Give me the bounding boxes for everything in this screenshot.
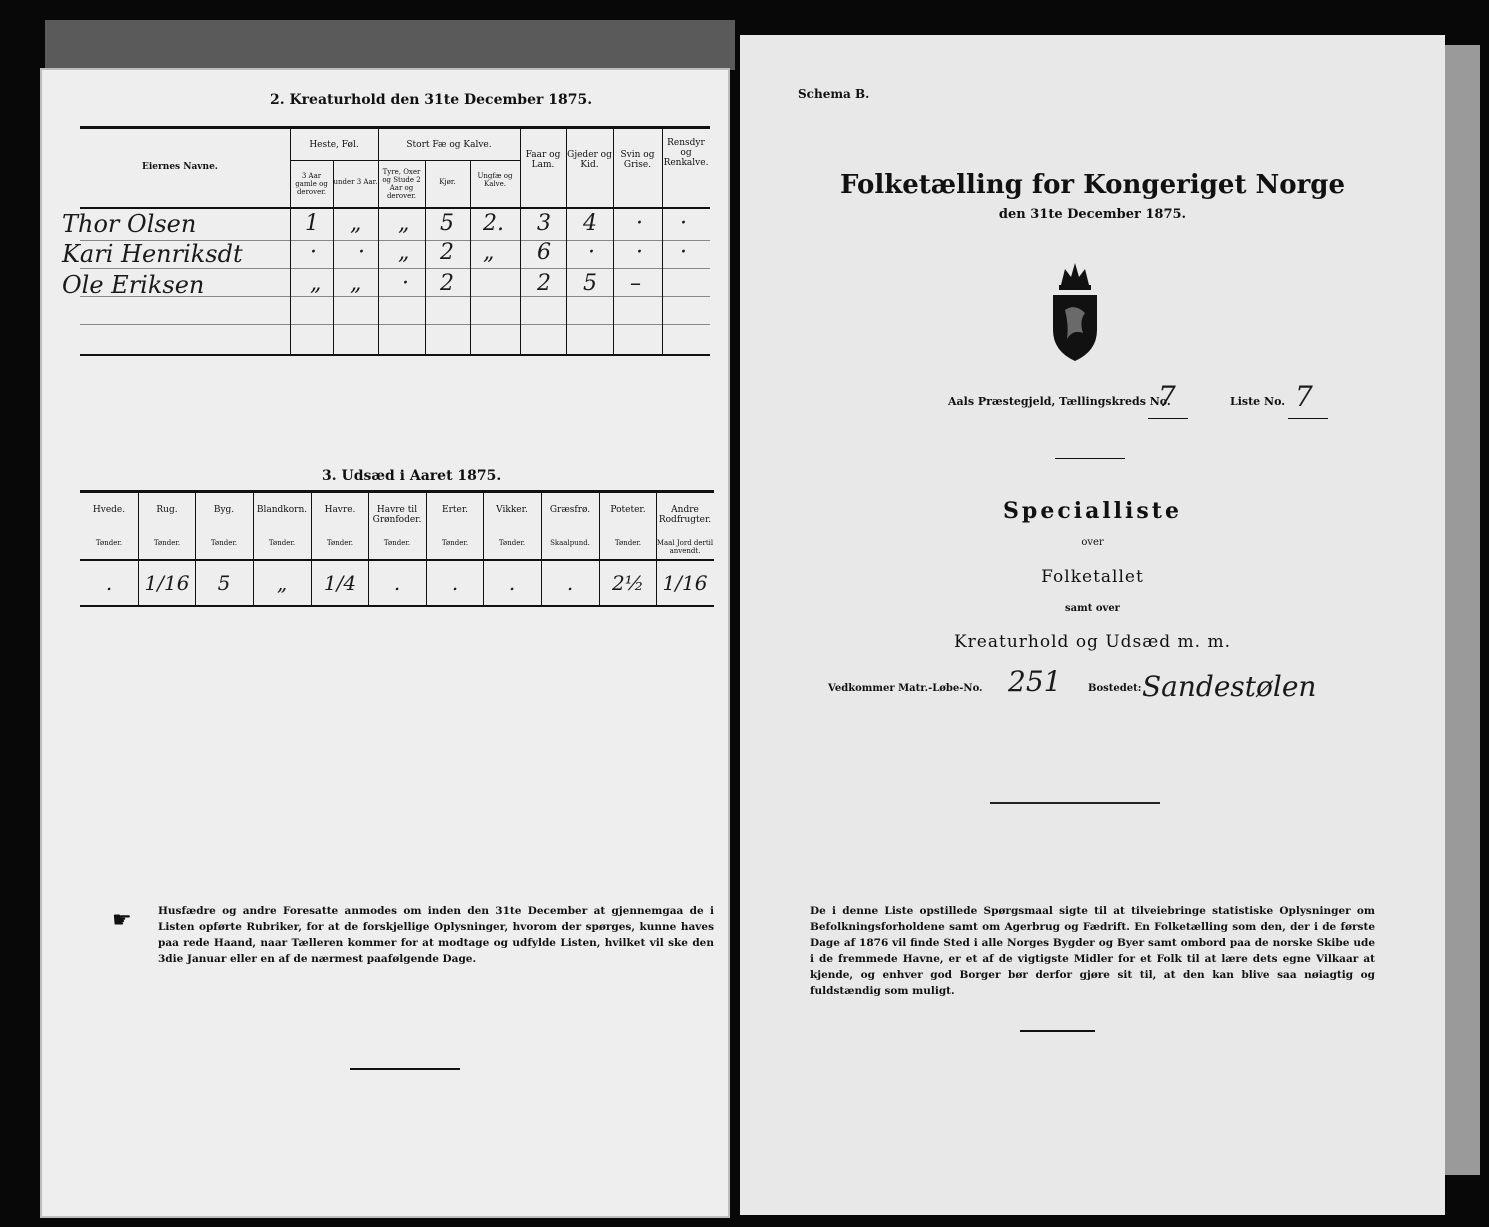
over-text: over xyxy=(1081,537,1104,548)
intro-paragraph: De i denne Liste opstillede Spørgsmaal sigte til at tilveiebringe statistiske Oplysninger om Befolkningsforholdene samt om Agerbrug og Fædrift. En Folketælling som den, der i de første Dage af 1876 vil finde Sted i alle Norges Bygder og Byer samt ombord paa de norske Skibe ude i de fremmede Havne, er et af de vigtigste Midler for et Folk til at lære dets egne Vilkaar at kjende, og enhver god Borger bør derfor gjøre sit til, at den kan blive saa nøiagtig og fuldstændig som muligt. xyxy=(810,905,1375,997)
owner-name: Thor Olsen xyxy=(62,210,197,238)
udsaed-col-header: Hvede. xyxy=(92,505,126,515)
cell-value: · xyxy=(680,240,687,265)
folketallet-heading: Folketallet xyxy=(1041,567,1144,587)
table2-col-divider xyxy=(378,128,379,355)
cell-value: 5 xyxy=(583,271,597,296)
cell-value: 6 xyxy=(537,240,551,265)
cell-value: „ xyxy=(483,240,495,265)
udsaed-value: . xyxy=(508,571,516,595)
end-rule xyxy=(350,1068,460,1070)
table2-subheader-rule xyxy=(290,160,520,161)
divider xyxy=(1055,458,1125,459)
udsaed-col-header: Andre Rodfrugter. xyxy=(658,505,712,525)
liste-label: Liste No. xyxy=(1230,395,1286,408)
underline xyxy=(1288,418,1328,419)
owner-name: Kari Henriksdt xyxy=(62,240,243,268)
kreaturhold-heading: Kreaturhold og Udsæd m. m. xyxy=(953,632,1231,652)
col-heste-b-header: under 3 Aar. xyxy=(333,178,378,186)
udsaed-unit-label: Tønder. xyxy=(268,539,296,547)
udsaed-col-header: Rug. xyxy=(156,505,178,515)
table2-row-line xyxy=(80,324,710,325)
matr-no: 251 xyxy=(1008,665,1062,698)
cell-value: „ xyxy=(350,211,362,236)
cell-value: · xyxy=(680,211,687,236)
cell-value: – xyxy=(630,271,641,296)
section2-title: 2. Kreaturhold den 31te December 1875. xyxy=(270,92,593,108)
table2-col-divider xyxy=(425,160,426,355)
udsaed-unit-label: Skaalpund. xyxy=(550,539,590,547)
table3-bottom-rule xyxy=(80,605,714,607)
col-heste-header: Heste, Føl. xyxy=(309,140,359,150)
udsaed-unit-label: Tønder. xyxy=(210,539,238,547)
udsaed-col-header: Erter. xyxy=(442,505,468,515)
col-owner-header: Eiernes Navne. xyxy=(142,162,218,172)
table2-bottom-rule xyxy=(80,354,710,356)
matr-label: Vedkommer Matr.-Løbe-No. xyxy=(828,683,983,694)
table2-col-divider xyxy=(333,160,334,355)
udsaed-value: 1/16 xyxy=(144,571,190,595)
divider xyxy=(1020,1030,1095,1032)
norwegian-coat-of-arms-icon xyxy=(1045,255,1105,369)
udsaed-unit-label: Tønder. xyxy=(153,539,181,547)
col-heste-a-header: 3 Aar gamle og derover. xyxy=(295,172,328,196)
section3-title: 3. Udsæd i Aaret 1875. xyxy=(322,468,502,484)
divider xyxy=(990,802,1160,804)
cell-value: · xyxy=(310,240,317,265)
date-subtitle: den 31te December 1875. xyxy=(998,207,1187,222)
udsaed-unit-label: Tønder. xyxy=(95,539,123,547)
tellingskreds-no: 7 xyxy=(1158,380,1176,413)
prestegjeld-label: Aals Præstegjeld, Tællingskreds No. xyxy=(948,395,1171,408)
schema-label: Schema B. xyxy=(798,87,870,101)
cell-value: · xyxy=(636,240,643,265)
liste-no: 7 xyxy=(1295,380,1313,413)
col-stort-c-header: Ungfæ og Kalve. xyxy=(477,172,513,188)
table2-col-divider xyxy=(290,128,291,355)
udsaed-col-header: Vikker. xyxy=(496,505,528,515)
specialliste-heading: Specialliste xyxy=(1003,498,1182,524)
udsaed-table xyxy=(80,493,714,605)
owner-name: Ole Eriksen xyxy=(62,271,205,299)
udsaed-value: 1/4 xyxy=(323,571,357,595)
samt-over-text: samt over xyxy=(1065,603,1120,614)
col-faar-header: Faar og Lam. xyxy=(525,150,561,170)
bostedet-label: Bostedet: xyxy=(1088,683,1142,694)
udsaed-unit-label: Tønder. xyxy=(441,539,469,547)
udsaed-col-header: Poteter. xyxy=(610,505,646,515)
udsaed-value: . xyxy=(393,571,401,595)
cell-value: · xyxy=(402,271,409,296)
udsaed-value: „ xyxy=(276,571,288,595)
udsaed-value: . xyxy=(105,571,113,595)
udsaed-col-header: Havre til Grønfoder. xyxy=(372,505,422,525)
cell-value: · xyxy=(358,240,365,265)
cell-value: „ xyxy=(398,240,410,265)
col-rensdyr-header: Rensdyr og Renkalve. xyxy=(663,138,709,168)
cell-value: „ xyxy=(398,211,410,236)
udsaed-value: 5 xyxy=(217,571,231,595)
udsaed-value: . xyxy=(451,571,459,595)
cell-value: „ xyxy=(350,271,362,296)
table2-top-rule xyxy=(80,126,710,129)
col-svin-header: Svin og Grise. xyxy=(620,150,655,170)
notice-text: Husfædre og andre Foresatte anmodes om inden den 31te December at gjennemgaa de i Listen opførte Rubriker, for at de forskjellige Oplysninger, hvorom der spørges, kunne haves paa rede Haand, naar Tælleren kommer for at modtage og udfylde Listen, hvilket vil ske den 3die Januar eller en af de nærmest paafølgende Dage. xyxy=(158,905,714,965)
cell-value: 2 xyxy=(440,240,454,265)
udsaed-value: 2½ xyxy=(611,571,645,595)
cell-value: 1 xyxy=(305,211,319,236)
udsaed-value: . xyxy=(566,571,574,595)
underline xyxy=(1148,418,1188,419)
col-stort-b-header: Kjør. xyxy=(439,178,456,186)
cell-value: 4 xyxy=(583,211,597,236)
main-title: Folketælling for Kongeriget Norge xyxy=(839,170,1346,200)
bostedet-value: Sandestølen xyxy=(1142,670,1317,703)
udsaed-value: 1/16 xyxy=(662,571,708,595)
cell-value: 3 xyxy=(537,211,551,236)
scan-background-strip xyxy=(45,20,735,70)
col-gjeder-header: Gjeder og Kid. xyxy=(567,150,612,170)
col-stort-header: Stort Fæ og Kalve. xyxy=(406,140,492,150)
cell-value: 2. xyxy=(483,211,504,236)
udsaed-unit-label: Tønder. xyxy=(383,539,411,547)
udsaed-unit-label: Maal Jord dertil anvendt. xyxy=(656,539,714,555)
cell-value: 2 xyxy=(537,271,551,296)
table2-col-divider xyxy=(470,160,471,355)
cell-value: · xyxy=(588,240,595,265)
pointing-hand-icon: ☛ xyxy=(112,908,132,933)
udsaed-unit-label: Tønder. xyxy=(614,539,642,547)
table2-row-line xyxy=(80,268,710,269)
right-page xyxy=(740,35,1445,1215)
udsaed-col-header: Græsfrø. xyxy=(549,505,591,515)
udsaed-col-header: Byg. xyxy=(213,505,235,515)
table2-header-rule xyxy=(80,207,710,209)
udsaed-col-header: Blandkorn. xyxy=(256,505,308,515)
cell-value: 5 xyxy=(440,211,454,236)
cell-value: 2 xyxy=(440,271,454,296)
udsaed-col-header: Havre. xyxy=(324,505,356,515)
cell-value: „ xyxy=(310,271,322,296)
udsaed-unit-label: Tønder. xyxy=(498,539,526,547)
udsaed-unit-label: Tønder. xyxy=(326,539,354,547)
col-stort-a-header: Tyre, Oxer og Stude 2 Aar og derover. xyxy=(382,168,421,200)
stacked-pages-edge xyxy=(1440,45,1480,1175)
cell-value: · xyxy=(636,211,643,236)
left-page xyxy=(40,68,730,1218)
